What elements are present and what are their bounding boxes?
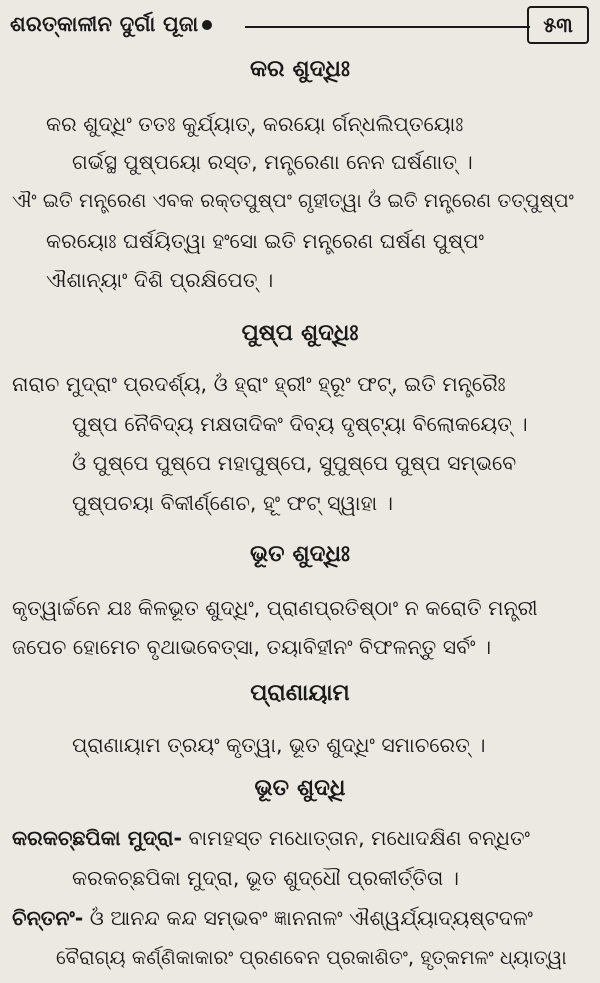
- running-title-text: ଶରତ୍କାଳୀନ ଦୁର୍ଗା ପୂଜା: [10, 12, 199, 36]
- bullet-icon: [202, 20, 212, 30]
- page-number: ୫୩: [527, 6, 589, 44]
- text-line: କରକଚ୍ଛପିକା ମୁଦ୍ରା, ଭୂତ ଶୁଦ୍ଧୌ ପ୍ରକୀର୍ତ୍ତିତା ।: [72, 866, 460, 890]
- text-line: କର ଶୁଦ୍ଧିଂ ତତଃ କୁର୍ଯ୍ୟାତ୍, କରୟୋ ର୍ଗନ୍ଧଲିପ୍ତୟୋଃ: [46, 112, 464, 136]
- text-line: କରୟୋଃ ଘର୍ଷୟିତ୍ୱା ହଂସୋ ଇତି ମନ୍ତ୍ରେଣ ଘର୍ଷଣ ପୁଷ୍ପଂ: [46, 229, 484, 253]
- term-karakachhapika: କରକଚ୍ଛପିକା ମୁଦ୍ରା-: [12, 826, 182, 850]
- text-line: ବୈରାଗ୍ୟ କର୍ଣ୍ଣିକାକାରଂ ପ୍ରଣବେନ ପ୍ରକାଶିତଂ, ହୃତ୍କମଳଂ ଧ୍ୟାତ୍ୱା: [56, 946, 567, 969]
- text-line: ଗର୍ଭସ୍ଥ ପୁଷ୍ପୟୋ ରସ୍ତ, ମନ୍ତ୍ରେଣା ନେନ ଘର୍ଷଣାତ୍ ।: [72, 150, 473, 174]
- heading-kara-shuddhi: କର ଶୁଦ୍ଧିଃ: [250, 56, 350, 82]
- text-line: ଜପେଚ ହୋମେଚ ବୃଥାଭବେତ୍‌ସା, ତୟାବିହୀନଂ ବିଫଳନ୍ତୁ ସର୍ବଂ ।: [12, 635, 492, 659]
- header-rule: [245, 26, 530, 28]
- text-line: ପୁଷ୍ପଚୟା ବିକୀର୍ଣ୍ଣେଚ, ହୂଂ ଫଟ୍ ସ୍ୱାହା ।: [72, 491, 393, 515]
- text-line: କୃତ୍ୱାର୍ଚ୍ଚନେ ଯଃ କିଳଭୂତ ଶୁଦ୍ଧିଂ, ପ୍ରାଣପ୍ରତିଷ୍ଠାଂ ନ କରୋତି ମନ୍ତ୍ରୀ: [12, 596, 538, 620]
- text-line-karakachhapika: [12, 826, 530, 851]
- heading-bhuta-shuddhi: ଭୂତ ଶୁଦ୍ଧିଃ: [250, 541, 350, 567]
- heading-pushpa-shuddhi: ପୁଷ୍ପ ଶୁଦ୍ଧିଃ: [241, 320, 359, 346]
- term-chintana: ଚିନ୍ତନଂ-: [12, 906, 84, 930]
- chintana-text: ଓଁ ଆନନ୍ଦ କନ୍ଦ ସମ୍ଭବଂ ଜ୍ଞାନନାଳଂ ଐଶ୍ୱର୍ଯ୍ୟାଦ୍ୟଷ୍ଟଦଳଂ: [83, 906, 533, 930]
- text-line: ନାରାଚ ମୁଦ୍ରାଂ ପ୍ରଦର୍ଶ୍ୟ, ଓଁ ହ୍ରାଂ ହ୍ରୀଂ ହ୍ରୂଂ ଫଟ୍, ଇତି ମନ୍ତ୍ରୈଃ: [12, 372, 506, 396]
- karakachhapika-text: ବାମହସ୍ତ ମଧୋତ୍ତାନ, ମଧୋଦକ୍ଷିଣ ବନ୍ଧିତଂ: [181, 826, 530, 850]
- page-header: [0, 0, 600, 52]
- text-line: ପୁଷ୍ପ ନୈବିଦ୍ୟ ମକ୍ଷତାଦିକଂ ଦିବ୍ୟ ଦୃଷ୍ଟ୍ୟା ବିଲୋକୟେତ୍ ।: [72, 412, 528, 436]
- text-line: ଓଁ ପୁଷ୍ପେ ପୁଷ୍ପେ ମହାପୁଷ୍ପେ, ସୁପୁଷ୍ପେ ପୁଷ୍ପ ସମ୍ଭବେ: [72, 451, 517, 475]
- text-line: ଐଶାନ୍ୟାଂ ଦିଶି ପ୍ରକ୍ଷିପେତ୍ ।: [46, 268, 274, 292]
- heading-pranayama: ପ୍ରାଣାୟାମ: [250, 680, 350, 706]
- text-line: ପ୍ରାଣାୟାମ ତ୍ରୟଂ କୃତ୍ୱା, ଭୂତ ଶୁଦ୍ଧିଂ ସମାଚରେତ୍ ।: [72, 733, 486, 757]
- text-line: ଐଂ ଇତି ମନ୍ତ୍ରେଣ ଏବକ ରକ୍ତପୁଷ୍ପଂ ଗୃହୀତ୍ୱା ଓଁ ଇତି ମନ୍ତ୍ରେଣ ତତ୍ପୁଷ୍ପଂ: [12, 189, 574, 212]
- running-title: [10, 12, 212, 37]
- heading-bhuta-shuddhi-2: ଭୂତ ଶୁଦ୍ଧି: [254, 775, 346, 801]
- text-line-chintana: [12, 906, 533, 931]
